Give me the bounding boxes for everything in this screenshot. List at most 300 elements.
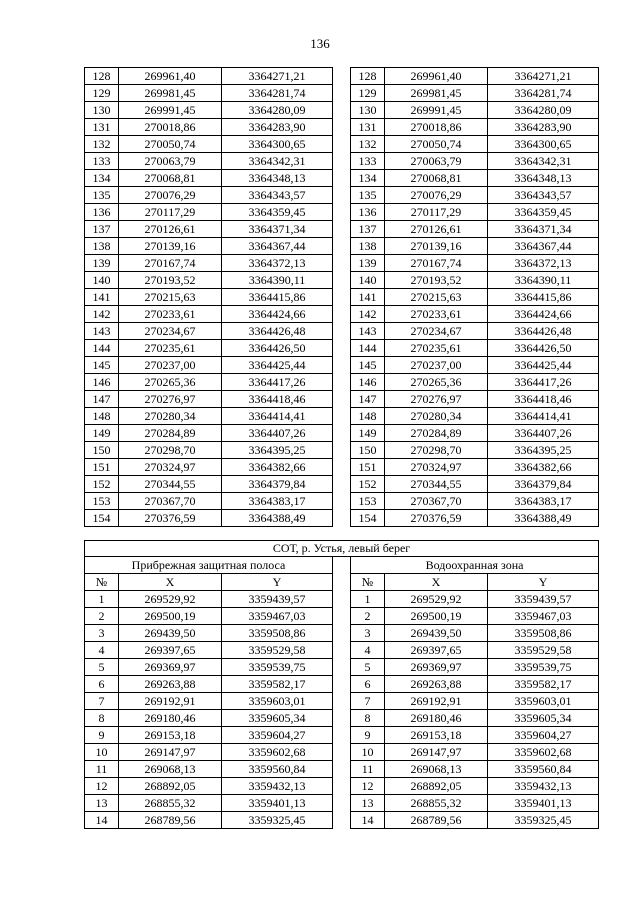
point-number-right: 151 [351,459,385,476]
y-coordinate-right: 3364367,44 [488,238,599,255]
x-coordinate-right: 269147,97 [385,744,488,761]
y-coordinate-right: 3359439,57 [488,591,599,608]
header-row [85,574,599,591]
x-coordinate-left: 270126,61 [119,221,222,238]
table-row [85,306,599,323]
table-row [85,408,599,425]
point-number-right: 14 [351,812,385,829]
x-coordinate-right: 269529,92 [385,591,488,608]
y-coordinate-left: 3364418,46 [222,391,333,408]
gap-cell [333,574,351,591]
right-subtitle: Водоохранная зона [351,557,599,574]
point-number-right: 135 [351,187,385,204]
coordinates-table-continued [84,67,599,527]
x-coordinate-left: 269500,19 [119,608,222,625]
x-coordinate-left: 269263,88 [119,676,222,693]
x-coordinate-right: 270344,55 [385,476,488,493]
point-number-left: 11 [85,761,119,778]
gap-cell [333,323,351,340]
gap-cell [333,221,351,238]
point-number-left: 13 [85,795,119,812]
x-coordinate-right: 270235,61 [385,340,488,357]
x-coordinate-left: 270376,59 [119,510,222,527]
point-number-right: 144 [351,340,385,357]
gap-cell [333,476,351,493]
point-number-left: 4 [85,642,119,659]
section-title-row [85,541,599,557]
point-number-right: 148 [351,408,385,425]
y-coordinate-left: 3359467,03 [222,608,333,625]
table-row [85,119,599,136]
table-row [85,255,599,272]
y-coordinate-right: 3364390,11 [488,272,599,289]
table-row [85,476,599,493]
point-number-left: 130 [85,102,119,119]
table-row [85,761,599,778]
y-coordinate-right: 3364271,21 [488,68,599,85]
x-coordinate-right: 269192,91 [385,693,488,710]
point-number-left: 14 [85,812,119,829]
point-number-right: 145 [351,357,385,374]
y-coordinate-left: 3364300,65 [222,136,333,153]
x-coordinate-left: 270068,81 [119,170,222,187]
point-number-left: 148 [85,408,119,425]
table-row [85,272,599,289]
y-coordinate-right: 3364424,66 [488,306,599,323]
point-number-right: 3 [351,625,385,642]
y-coordinate-right: 3359432,13 [488,778,599,795]
gap-cell [333,272,351,289]
y-coordinate-right: 3364417,26 [488,374,599,391]
header-num-right: № [351,574,385,591]
gap-cell [333,812,351,829]
point-number-right: 130 [351,102,385,119]
y-coordinate-left: 3359604,27 [222,727,333,744]
table-row [85,625,599,642]
x-coordinate-left: 269068,13 [119,761,222,778]
table-row [85,442,599,459]
x-coordinate-right: 270233,61 [385,306,488,323]
y-coordinate-right: 3364371,34 [488,221,599,238]
gap-cell [333,795,351,812]
gap-cell [333,119,351,136]
y-coordinate-left: 3359401,13 [222,795,333,812]
point-number-left: 132 [85,136,119,153]
point-number-right: 4 [351,642,385,659]
x-coordinate-right: 269500,19 [385,608,488,625]
y-coordinate-right: 3364395,25 [488,442,599,459]
x-coordinate-left: 269397,65 [119,642,222,659]
point-number-right: 5 [351,659,385,676]
y-coordinate-left: 3359432,13 [222,778,333,795]
table-row [85,68,599,85]
gap-cell [333,425,351,442]
point-number-right: 2 [351,608,385,625]
table-row [85,289,599,306]
table-row [85,340,599,357]
header-x-right: X [385,574,488,591]
y-coordinate-right: 3364418,46 [488,391,599,408]
point-number-right: 10 [351,744,385,761]
x-coordinate-left: 270076,29 [119,187,222,204]
gap-cell [333,391,351,408]
x-coordinate-left: 270139,16 [119,238,222,255]
x-coordinate-left: 270280,34 [119,408,222,425]
gap-cell [333,625,351,642]
y-coordinate-right: 3364426,48 [488,323,599,340]
y-coordinate-right: 3359602,68 [488,744,599,761]
point-number-left: 129 [85,85,119,102]
point-number-right: 139 [351,255,385,272]
point-number-right: 129 [351,85,385,102]
point-number-left: 136 [85,204,119,221]
table-row [85,727,599,744]
table-row [85,238,599,255]
x-coordinate-right: 270215,63 [385,289,488,306]
y-coordinate-left: 3364426,48 [222,323,333,340]
y-coordinate-right: 3364379,84 [488,476,599,493]
y-coordinate-left: 3364371,34 [222,221,333,238]
y-coordinate-left: 3359602,68 [222,744,333,761]
point-number-right: 140 [351,272,385,289]
x-coordinate-right: 270076,29 [385,187,488,204]
x-coordinate-right: 269961,40 [385,68,488,85]
gap-cell [333,68,351,85]
x-coordinate-left: 268855,32 [119,795,222,812]
y-coordinate-left: 3364281,74 [222,85,333,102]
gap-cell [333,442,351,459]
x-coordinate-right: 270367,70 [385,493,488,510]
gap-cell [333,85,351,102]
x-coordinate-left: 270265,36 [119,374,222,391]
table-row [85,812,599,829]
x-coordinate-left: 269180,46 [119,710,222,727]
point-number-left: 137 [85,221,119,238]
x-coordinate-right: 270298,70 [385,442,488,459]
gap-cell [333,642,351,659]
gap-cell [333,306,351,323]
gap-cell [333,608,351,625]
x-coordinate-right: 270139,16 [385,238,488,255]
point-number-left: 133 [85,153,119,170]
y-coordinate-left: 3359539,75 [222,659,333,676]
x-coordinate-right: 268892,05 [385,778,488,795]
x-coordinate-right: 269068,13 [385,761,488,778]
x-coordinate-left: 268892,05 [119,778,222,795]
y-coordinate-right: 3364407,26 [488,425,599,442]
x-coordinate-left: 270367,70 [119,493,222,510]
y-coordinate-right: 3359325,45 [488,812,599,829]
table-row [85,642,599,659]
point-number-left: 145 [85,357,119,374]
gap-cell [333,357,351,374]
table-row [85,591,599,608]
y-coordinate-left: 3359603,01 [222,693,333,710]
y-coordinate-right: 3359467,03 [488,608,599,625]
point-number-left: 6 [85,676,119,693]
y-coordinate-right: 3359560,84 [488,761,599,778]
x-coordinate-left: 269147,97 [119,744,222,761]
table-row [85,608,599,625]
x-coordinate-left: 270117,29 [119,204,222,221]
y-coordinate-right: 3359604,27 [488,727,599,744]
x-coordinate-right: 270193,52 [385,272,488,289]
point-number-left: 3 [85,625,119,642]
point-number-right: 149 [351,425,385,442]
y-coordinate-left: 3364359,45 [222,204,333,221]
point-number-left: 150 [85,442,119,459]
gap-cell [333,459,351,476]
gap-cell [333,727,351,744]
y-coordinate-left: 3359508,86 [222,625,333,642]
header-x-left: X [119,574,222,591]
y-coordinate-left: 3359605,34 [222,710,333,727]
y-coordinate-right: 3364343,57 [488,187,599,204]
y-coordinate-right: 3359539,75 [488,659,599,676]
y-coordinate-left: 3359560,84 [222,761,333,778]
point-number-left: 9 [85,727,119,744]
point-number-right: 132 [351,136,385,153]
point-number-left: 135 [85,187,119,204]
y-coordinate-left: 3364372,13 [222,255,333,272]
gap-cell [333,493,351,510]
x-coordinate-left: 270018,86 [119,119,222,136]
table-row [85,153,599,170]
y-coordinate-right: 3364372,13 [488,255,599,272]
point-number-left: 131 [85,119,119,136]
y-coordinate-left: 3364395,25 [222,442,333,459]
gap-cell [333,204,351,221]
table-row [85,221,599,238]
y-coordinate-left: 3364343,57 [222,187,333,204]
x-coordinate-left: 269981,45 [119,85,222,102]
x-coordinate-right: 268789,56 [385,812,488,829]
x-coordinate-right: 270265,36 [385,374,488,391]
point-number-right: 11 [351,761,385,778]
y-coordinate-right: 3359508,86 [488,625,599,642]
y-coordinate-right: 3364425,44 [488,357,599,374]
y-coordinate-left: 3364382,66 [222,459,333,476]
gap-cell [333,340,351,357]
point-number-right: 6 [351,676,385,693]
gap-cell [333,510,351,527]
point-number-left: 12 [85,778,119,795]
gap-cell [333,761,351,778]
table-row [85,204,599,221]
point-number-right: 154 [351,510,385,527]
point-number-right: 136 [351,204,385,221]
y-coordinate-right: 3364414,41 [488,408,599,425]
point-number-left: 146 [85,374,119,391]
y-coordinate-left: 3364425,44 [222,357,333,374]
point-number-right: 147 [351,391,385,408]
point-number-right: 138 [351,238,385,255]
table-row [85,693,599,710]
x-coordinate-left: 270193,52 [119,272,222,289]
point-number-right: 1 [351,591,385,608]
table-row [85,374,599,391]
table-row [85,187,599,204]
point-number-left: 141 [85,289,119,306]
x-coordinate-right: 270167,74 [385,255,488,272]
point-number-right: 137 [351,221,385,238]
x-coordinate-left: 270167,74 [119,255,222,272]
y-coordinate-left: 3364407,26 [222,425,333,442]
gap-cell [333,408,351,425]
table-row [85,357,599,374]
x-coordinate-left: 270298,70 [119,442,222,459]
point-number-left: 143 [85,323,119,340]
y-coordinate-right: 3364281,74 [488,85,599,102]
x-coordinate-left: 270276,97 [119,391,222,408]
x-coordinate-right: 269981,45 [385,85,488,102]
header-y-left: Y [222,574,333,591]
header-num-left: № [85,574,119,591]
table-row [85,778,599,795]
y-coordinate-left: 3364383,17 [222,493,333,510]
x-coordinate-right: 270276,97 [385,391,488,408]
left-subtitle: Прибрежная защитная полоса [85,557,333,574]
point-number-left: 139 [85,255,119,272]
y-coordinate-right: 3364348,13 [488,170,599,187]
y-coordinate-left: 3364348,13 [222,170,333,187]
y-coordinate-left: 3364415,86 [222,289,333,306]
point-number-right: 8 [351,710,385,727]
gap-cell [333,187,351,204]
x-coordinate-right: 270126,61 [385,221,488,238]
gap-cell [333,170,351,187]
gap-cell [333,238,351,255]
point-number-right: 141 [351,289,385,306]
y-coordinate-left: 3364417,26 [222,374,333,391]
point-number-right: 12 [351,778,385,795]
gap-cell [333,778,351,795]
point-number-left: 147 [85,391,119,408]
x-coordinate-right: 270324,97 [385,459,488,476]
point-number-left: 134 [85,170,119,187]
y-coordinate-right: 3364283,90 [488,119,599,136]
x-coordinate-right: 270280,34 [385,408,488,425]
point-number-right: 134 [351,170,385,187]
y-coordinate-right: 3364300,65 [488,136,599,153]
point-number-left: 152 [85,476,119,493]
page-number: 136 [310,36,330,51]
x-coordinate-left: 269529,92 [119,591,222,608]
y-coordinate-right: 3359582,17 [488,676,599,693]
x-coordinate-left: 270235,61 [119,340,222,357]
x-coordinate-left: 270215,63 [119,289,222,306]
y-coordinate-right: 3364388,49 [488,510,599,527]
x-coordinate-right: 270063,79 [385,153,488,170]
point-number-left: 7 [85,693,119,710]
header-y-right: Y [488,574,599,591]
gap-cell [333,676,351,693]
point-number-right: 143 [351,323,385,340]
x-coordinate-right: 270237,00 [385,357,488,374]
x-coordinate-right: 268855,32 [385,795,488,812]
x-coordinate-left: 270324,97 [119,459,222,476]
point-number-right: 133 [351,153,385,170]
point-number-right: 142 [351,306,385,323]
x-coordinate-right: 269263,88 [385,676,488,693]
point-number-left: 5 [85,659,119,676]
x-coordinate-right: 270068,81 [385,170,488,187]
y-coordinate-left: 3364379,84 [222,476,333,493]
table-row [85,323,599,340]
table-row [85,676,599,693]
gap-cell [333,591,351,608]
x-coordinate-left: 270344,55 [119,476,222,493]
table-row [85,795,599,812]
point-number-left: 1 [85,591,119,608]
point-number-left: 142 [85,306,119,323]
table-row [85,102,599,119]
y-coordinate-right: 3364342,31 [488,153,599,170]
y-coordinate-left: 3364414,41 [222,408,333,425]
x-coordinate-left: 268789,56 [119,812,222,829]
x-coordinate-right: 270376,59 [385,510,488,527]
point-number-right: 146 [351,374,385,391]
y-coordinate-left: 3364424,66 [222,306,333,323]
table-row [85,659,599,676]
y-coordinate-right: 3364280,09 [488,102,599,119]
y-coordinate-right: 3359529,58 [488,642,599,659]
gap-cell [333,153,351,170]
x-coordinate-left: 269961,40 [119,68,222,85]
point-number-left: 140 [85,272,119,289]
x-coordinate-left: 270234,67 [119,323,222,340]
table-row [85,710,599,727]
x-coordinate-left: 269192,91 [119,693,222,710]
table-row [85,170,599,187]
table-row [85,510,599,527]
gap-cell [333,744,351,761]
gap-cell [333,289,351,306]
y-coordinate-left: 3359582,17 [222,676,333,693]
gap-cell [333,102,351,119]
subtitle-row [85,557,599,574]
y-coordinate-right: 3364383,17 [488,493,599,510]
point-number-right: 131 [351,119,385,136]
x-coordinate-right: 270117,29 [385,204,488,221]
table-row [85,744,599,761]
y-coordinate-left: 3364367,44 [222,238,333,255]
point-number-right: 7 [351,693,385,710]
x-coordinate-left: 270233,61 [119,306,222,323]
y-coordinate-left: 3364388,49 [222,510,333,527]
gap-cell [333,659,351,676]
y-coordinate-right: 3364415,86 [488,289,599,306]
y-coordinate-right: 3364359,45 [488,204,599,221]
point-number-left: 153 [85,493,119,510]
point-number-left: 151 [85,459,119,476]
point-number-right: 153 [351,493,385,510]
table-row [85,459,599,476]
x-coordinate-left: 270050,74 [119,136,222,153]
gap-cell [333,557,351,574]
table-row [85,425,599,442]
y-coordinate-left: 3359325,45 [222,812,333,829]
x-coordinate-left: 270063,79 [119,153,222,170]
y-coordinate-right: 3359603,01 [488,693,599,710]
y-coordinate-left: 3364426,50 [222,340,333,357]
y-coordinate-right: 3359605,34 [488,710,599,727]
y-coordinate-left: 3359439,57 [222,591,333,608]
point-number-left: 8 [85,710,119,727]
gap-cell [333,136,351,153]
x-coordinate-left: 269991,45 [119,102,222,119]
point-number-left: 138 [85,238,119,255]
